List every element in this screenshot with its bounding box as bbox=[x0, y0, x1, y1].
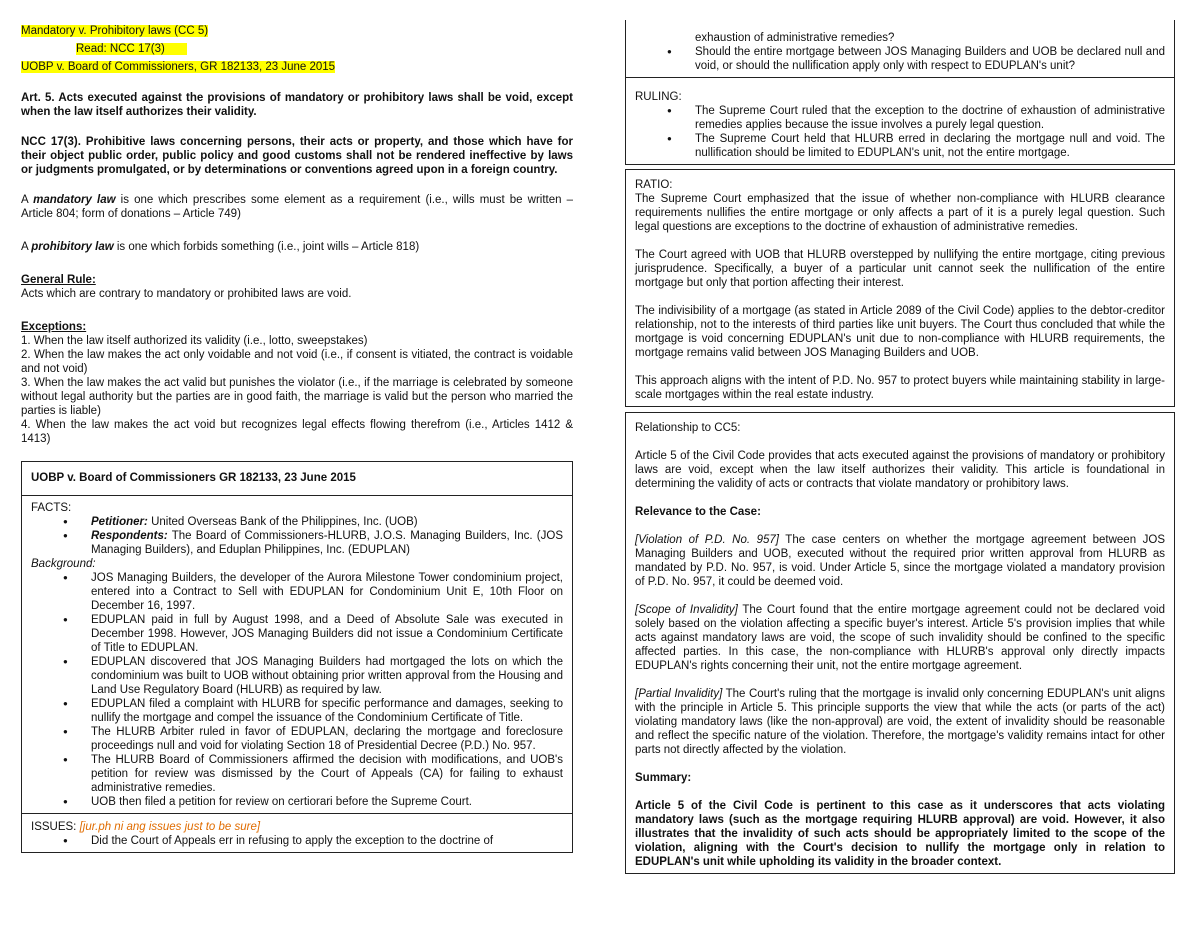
general-rule-heading: General Rule: bbox=[21, 274, 96, 286]
ruling-item: ● The Supreme Court held that HLURB erred in declaring the mortgage null and void. The nullification should be limited to EDUPLAN's unit, not the entire mortgage. bbox=[695, 132, 1165, 160]
relevance-point: [Scope of Invalidity] The Court found that the entire mortgage agreement could not be declared void solely based on the violation affecting a specific buyer's interest. Article 5's provision implies that while acts against mandatory laws are void, the scope of such invalidity should be confined to the specific affected parties. In this case, the non-compliance with HLURB's approval only directly impacts EDUPLAN's rights concerning their unit, not the entire mortgage agreement. bbox=[635, 604, 1165, 672]
ncc17-text: NCC 17(3). Prohibitive laws concerning persons, their acts or property, and those which have for their object public order, public policy and good customs shall not be rendered ineffective by laws or judgments promulgated, or by determinations or conventions agreed upon in a foreign country. bbox=[21, 136, 573, 176]
relevance-point: [Partial Invalidity] The Court's ruling that the mortgage is invalid only concerning EDUPLAN's unit aligns with the principle in Article 5. This principle supports the view that while the acts (or parts of the act) violating mandatory laws (like the non-approval) are void, the extent of invalidity should be reasonable and reflect the specific nature of the violation. Therefore, the mortgage's validity remains intact for other parts not directly affected by the violation. bbox=[635, 688, 1165, 756]
exception-item: 2. When the law makes the act only voidable and not void (i.e., if consent is vitiated, the contract is voidable and not void) bbox=[21, 349, 573, 375]
topic-header bbox=[21, 21, 573, 75]
case-digest-title: UOBP v. Board of Commissioners GR 182133, 23 June 2015 bbox=[31, 472, 356, 484]
general-rule-text: Acts which are contrary to mandatory or prohibited laws are void. bbox=[21, 288, 352, 300]
relationship-intro: Article 5 of the Civil Code provides that acts executed against the provisions of mandatory or prohibitory laws are void, except when the law itself authorizes their validity. This article is foundational in determining the validity of acts or contracts that violate mandatory or prohibitory laws. bbox=[635, 450, 1165, 490]
issues-continued bbox=[626, 20, 1174, 77]
prohibitory-law-term: prohibitory law bbox=[31, 241, 114, 253]
issue-continuation: exhaustion of administrative remedies? bbox=[695, 32, 895, 44]
mandatory-law-definition: A mandatory law is one which prescribes some element as a requirement (i.e., wills must be written – Article 804; form of donations – Article 749) bbox=[21, 194, 573, 220]
issues-section bbox=[22, 813, 572, 852]
relationship-box bbox=[625, 412, 1175, 874]
topic-title: Mandatory v. Prohibitory laws (CC 5) bbox=[21, 25, 209, 37]
issue-item: ● Should the entire mortgage between JOS Managing Builders and UOB be declared null and void, or should the nullification apply only with respect to EDUPLAN's unit? bbox=[695, 45, 1165, 73]
mandatory-law-term: mandatory law bbox=[33, 194, 116, 206]
ratio-paragraph: This approach aligns with the intent of P.D. No. 957 to protect buyers while maintaining stability in large-scale mortgages within the real estate industry. bbox=[635, 375, 1165, 401]
right-column bbox=[625, 0, 1175, 874]
summary-text: Article 5 of the Civil Code is pertinent to this case as it underscores that acts violating mandatory laws (such as the mortgage requiring HLURB approval) are void. However, it also illustrates that the invalidity of such acts should be appropriately limited to the scope of the violation, aligning with the Court's decision to nullify the mortgage only in relation to EDUPLAN's unit while upholding its validity in the broader context. bbox=[635, 800, 1165, 868]
relationship-label: Relationship to CC5: bbox=[635, 422, 741, 434]
background-item: ● EDUPLAN paid in full by August 1998, and a Deed of Absolute Sale was executed in December 1998. However, JOS Managing Builders did not issue a Condominium Certificate of Title to EDUPLAN. bbox=[91, 613, 563, 655]
background-label: Background: bbox=[31, 558, 96, 570]
ratio-paragraph: The Court agreed with UOB that HLURB overstepped by nullifying the entire mortgage, citing previous jurisprudence. Specifically, a buyer of a particular unit cannot seek the nullification of the entire mortgage but only that portion affecting their interest. bbox=[635, 249, 1165, 289]
exception-item: 1. When the law itself authorized its validity (i.e., lotto, sweepstakes) bbox=[21, 335, 368, 347]
exceptions-heading: Exceptions: bbox=[21, 321, 87, 333]
background-item: ● EDUPLAN discovered that JOS Managing Builders had mortgaged the lots on which the condominium was built to UOB without obtaining prior written approval from the Housing and Land Use Regulatory Board (HLURB) as required by law. bbox=[91, 655, 563, 697]
read-reference: Read: NCC 17(3) bbox=[76, 43, 187, 55]
petitioner-item: ● Petitioner: United Overseas Bank of the Philippines, Inc. (UOB) bbox=[91, 515, 563, 529]
ruling-item: ● The Supreme Court ruled that the exception to the doctrine of exhaustion of administrative remedies applies because the issue involves a purely legal question. bbox=[695, 104, 1165, 132]
relevance-heading: Relevance to the Case: bbox=[635, 506, 761, 518]
issues-note: [jur.ph ni ang issues just to be sure] bbox=[79, 821, 261, 833]
relevance-point: [Violation of P.D. No. 957] The case centers on whether the mortgage agreement between JOS Managing Builders and UOB, executed without the required prior written approval from HLURB as mandated by P.D. No. 957, is void. Under Article 5, since the mortgage violated a mandatory provision of P.D. No. 957, it could be deemed void. bbox=[635, 534, 1165, 588]
facts-section bbox=[22, 495, 572, 813]
respondents-item: ● Respondents: The Board of Commissioners-HLURB, J.O.S. Managing Builders, Inc. (JOS Managing Builders), and Eduplan Philippines, Inc. (EDUPLAN) bbox=[91, 529, 563, 557]
background-item: ● JOS Managing Builders, the developer of the Aurora Milestone Tower condominium project, entered into a Contract to Sell with EDUPLAN for Condominium Unit E, 10th Floor on December 16, 1997. bbox=[91, 571, 563, 613]
summary-heading: Summary: bbox=[635, 772, 692, 784]
case-digest-box bbox=[21, 461, 573, 853]
background-item: ● The HLURB Board of Commissioners affirmed the decision with modifications, and UOB's petition for review was dismissed by the Court of Appeals (CA) for failing to exhaust administrative remedies. bbox=[91, 753, 563, 795]
case-citation: UOBP v. Board of Commissioners, GR 182133, 23 June 2015 bbox=[21, 61, 336, 73]
ruling-box bbox=[625, 20, 1175, 165]
exception-item: 3. When the law makes the act valid but punishes the violator (i.e., if the marriage is celebrated by someone without legal authority but the parties are in good faith, the marriage is valid but the person who married the parties is liable) bbox=[21, 377, 573, 417]
ratio-paragraph: The indivisibility of a mortgage (as stated in Article 2089 of the Civil Code) applies to the debtor-creditor relationship, not to the interests of third parties like unit buyers. The Court thus concluded that while the mortgage is void concerning EDUPLAN's unit due to non-compliance with HLURB requirements, the mortgage remains valid between JOS Managing Builders and UOB. bbox=[635, 305, 1165, 359]
ruling-label: RULING: bbox=[635, 91, 682, 103]
issue-item: ● Did the Court of Appeals err in refusing to apply the exception to the doctrine of bbox=[91, 834, 563, 848]
background-item: ● EDUPLAN filed a complaint with HLURB for specific performance and damages, seeking to nullify the mortgage and compel the issuance of the Condominium Certificate of Title. bbox=[91, 697, 563, 725]
left-column bbox=[21, 0, 573, 853]
issues-label: ISSUES: [jur.ph ni ang issues just to be sure] bbox=[31, 821, 261, 833]
ratio-box bbox=[625, 169, 1175, 407]
facts-label: FACTS: bbox=[31, 502, 72, 514]
ruling-section bbox=[626, 77, 1174, 164]
exception-item: 4. When the law makes the act void but recognizes legal effects flowing therefrom (i.e., Articles 1412 & 1413) bbox=[21, 419, 573, 445]
ratio-label: RATIO: bbox=[635, 179, 673, 191]
ratio-paragraph: The Supreme Court emphasized that the issue of whether non-compliance with HLURB clearance requirements nullifies the entire mortgage or only affects a part of it is a purely legal question. Such legal questions are exceptions to the doctrine of exhaustion of administrative remedies. bbox=[635, 193, 1165, 233]
art5-text: Art. 5. Acts executed against the provisions of mandatory or prohibitory laws shall be void, except when the law itself authorizes their validity. bbox=[21, 92, 573, 118]
background-item: ● The HLURB Arbiter ruled in favor of EDUPLAN, declaring the mortgage and foreclosure proceedings null and void for violating Section 18 of Presidential Decree (P.D.) No. 957. bbox=[91, 725, 563, 753]
background-item: ● UOB then filed a petition for review on certiorari before the Supreme Court. bbox=[91, 795, 563, 809]
prohibitory-law-definition: A prohibitory law is one which forbids something (i.e., joint wills – Article 818) bbox=[21, 241, 420, 253]
